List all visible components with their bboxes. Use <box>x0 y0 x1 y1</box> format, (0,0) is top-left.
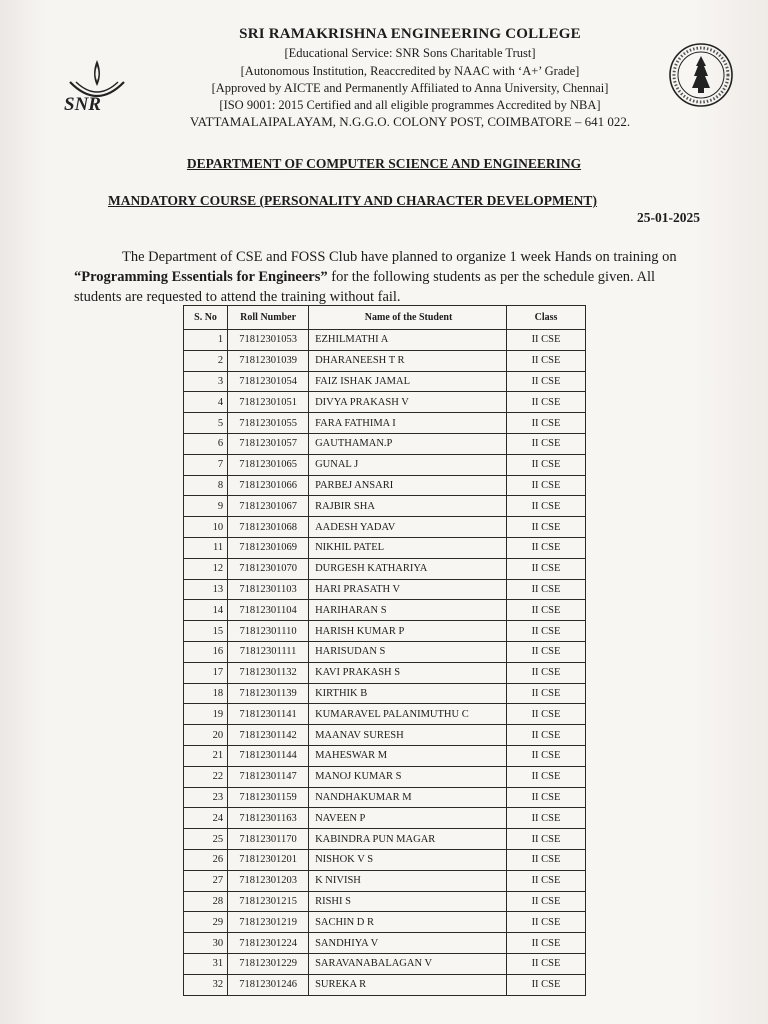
table-row <box>184 870 586 891</box>
table-row <box>184 621 586 642</box>
row-roll-number: 71812301170 <box>228 829 309 850</box>
row-sno: 29 <box>184 912 228 933</box>
row-roll-number: 71812301065 <box>228 454 309 475</box>
intro-text-1: The Department of CSE and FOSS Club have planned to organize 1 week Hands on training on <box>122 249 677 265</box>
row-student-name: KAVI PRAKASH S <box>309 662 507 683</box>
row-roll-number: 71812301069 <box>228 537 309 558</box>
row-student-name: DIVYA PRAKASH V <box>309 392 507 413</box>
table-row <box>184 662 586 683</box>
header-line-naac: [Autonomous Institution, Reaccredited by NAAC with ‘A+’ Grade] <box>240 64 580 78</box>
row-sno: 3 <box>184 371 228 392</box>
row-student-name: FARA FATHIMA I <box>309 413 507 434</box>
header-line-address: VATTAMALAIPALAYAM, N.G.G.O. COLONY POST, COIMBATORE – 641 022. <box>189 114 631 129</box>
row-roll-number: 71812301054 <box>228 371 309 392</box>
row-roll-number: 71812301066 <box>228 475 309 496</box>
row-class: II CSE <box>507 787 586 808</box>
table-row <box>184 725 586 746</box>
row-student-name: AADESH YADAV <box>309 517 507 538</box>
row-class: II CSE <box>507 496 586 517</box>
row-sno: 21 <box>184 745 228 766</box>
row-roll-number: 71812301057 <box>228 433 309 454</box>
row-sno: 30 <box>184 933 228 954</box>
row-sno: 20 <box>184 725 228 746</box>
row-roll-number: 71812301219 <box>228 912 309 933</box>
row-student-name: KUMARAVEL PALANIMUTHU C <box>309 704 507 725</box>
table-row <box>184 433 586 454</box>
table-row <box>184 891 586 912</box>
row-student-name: NANDHAKUMAR M <box>309 787 507 808</box>
header-line-aicte: [Approved by AICTE and Permanently Affiliated to Anna University, Chennai] <box>211 81 609 95</box>
row-sno: 28 <box>184 891 228 912</box>
header-line-iso: [ISO 9001: 2015 Certified and all eligible programmes Accredited by NBA] <box>219 98 601 112</box>
row-roll-number: 71812301141 <box>228 704 309 725</box>
row-student-name: SANDHIYA V <box>309 933 507 954</box>
row-class: II CSE <box>507 953 586 974</box>
row-roll-number: 71812301159 <box>228 787 309 808</box>
row-class: II CSE <box>507 475 586 496</box>
row-roll-number: 71812301104 <box>228 600 309 621</box>
table-row <box>184 912 586 933</box>
row-sno: 14 <box>184 600 228 621</box>
header-line-trust: [Educational Service: SNR Sons Charitable Trust] <box>284 46 536 60</box>
row-class: II CSE <box>507 870 586 891</box>
row-class: II CSE <box>507 454 586 475</box>
row-sno: 7 <box>184 454 228 475</box>
table-row <box>184 683 586 704</box>
training-title: “Programming Essentials for Engineers” <box>74 269 328 285</box>
row-sno: 27 <box>184 870 228 891</box>
row-sno: 18 <box>184 683 228 704</box>
row-class: II CSE <box>507 392 586 413</box>
row-sno: 6 <box>184 433 228 454</box>
row-class: II CSE <box>507 558 586 579</box>
table-row <box>184 704 586 725</box>
row-class: II CSE <box>507 704 586 725</box>
row-sno: 5 <box>184 413 228 434</box>
table-row <box>184 537 586 558</box>
row-roll-number: 71812301053 <box>228 330 309 351</box>
row-class: II CSE <box>507 745 586 766</box>
row-class: II CSE <box>507 350 586 371</box>
row-sno: 13 <box>184 579 228 600</box>
logo-text: SNR <box>64 94 101 115</box>
row-roll-number: 71812301139 <box>228 683 309 704</box>
row-student-name: EZHILMATHI A <box>309 330 507 351</box>
row-class: II CSE <box>507 579 586 600</box>
table-row <box>184 933 586 954</box>
intro-text-2: for the following students as per the schedule given. All students are requested to attend the training without fail. <box>74 269 655 305</box>
row-sno: 4 <box>184 392 228 413</box>
row-student-name: RISHI S <box>309 891 507 912</box>
row-roll-number: 71812301229 <box>228 953 309 974</box>
table-row <box>184 745 586 766</box>
table-row <box>184 392 586 413</box>
row-class: II CSE <box>507 974 586 995</box>
row-sno: 19 <box>184 704 228 725</box>
row-student-name: PARBEJ ANSARI <box>309 475 507 496</box>
table-row <box>184 475 586 496</box>
row-sno: 25 <box>184 829 228 850</box>
row-roll-number: 71812301144 <box>228 745 309 766</box>
row-roll-number: 71812301039 <box>228 350 309 371</box>
header-roll-number: Roll Number <box>228 306 309 330</box>
row-class: II CSE <box>507 662 586 683</box>
row-roll-number: 71812301070 <box>228 558 309 579</box>
department-title: DEPARTMENT OF COMPUTER SCIENCE AND ENGINEERING <box>186 156 582 171</box>
course-title: MANDATORY COURSE (PERSONALITY AND CHARACTER DEVELOPMENT) <box>108 193 597 208</box>
row-student-name: KIRTHIK B <box>309 683 507 704</box>
table-row <box>184 829 586 850</box>
header-sno: S. No <box>184 306 228 330</box>
row-student-name: HARIHARAN S <box>309 600 507 621</box>
table-row <box>184 558 586 579</box>
row-student-name: RAJBIR SHA <box>309 496 507 517</box>
row-roll-number: 71812301068 <box>228 517 309 538</box>
table-header-row <box>184 306 586 330</box>
row-class: II CSE <box>507 371 586 392</box>
row-class: II CSE <box>507 725 586 746</box>
row-class: II CSE <box>507 413 586 434</box>
table-row <box>184 808 586 829</box>
row-student-name: DURGESH KATHARIYA <box>309 558 507 579</box>
row-sno: 22 <box>184 766 228 787</box>
intro-paragraph <box>74 247 700 307</box>
row-class: II CSE <box>507 537 586 558</box>
row-student-name: NIKHIL PATEL <box>309 537 507 558</box>
row-sno: 9 <box>184 496 228 517</box>
row-class: II CSE <box>507 683 586 704</box>
row-sno: 26 <box>184 849 228 870</box>
table-row <box>184 517 586 538</box>
table-row <box>184 641 586 662</box>
row-class: II CSE <box>507 621 586 642</box>
header-class: Class <box>507 306 586 330</box>
row-student-name: SUREKA R <box>309 974 507 995</box>
row-class: II CSE <box>507 933 586 954</box>
row-sno: 31 <box>184 953 228 974</box>
notice-date: 25-01-2025 <box>637 210 700 225</box>
table-row <box>184 330 586 351</box>
table-row <box>184 350 586 371</box>
row-student-name: K NIVISH <box>309 870 507 891</box>
table-row <box>184 454 586 475</box>
table-row <box>184 371 586 392</box>
table-row <box>184 787 586 808</box>
row-student-name: HARISH KUMAR P <box>309 621 507 642</box>
row-student-name: NAVEEN P <box>309 808 507 829</box>
table-row <box>184 600 586 621</box>
row-student-name: NISHOK V S <box>309 849 507 870</box>
row-sno: 11 <box>184 537 228 558</box>
row-roll-number: 71812301067 <box>228 496 309 517</box>
row-student-name: HARI PRASATH V <box>309 579 507 600</box>
table-row <box>184 579 586 600</box>
row-sno: 32 <box>184 974 228 995</box>
row-student-name: SARAVANABALAGAN V <box>309 953 507 974</box>
student-table <box>183 305 586 996</box>
row-sno: 16 <box>184 641 228 662</box>
row-roll-number: 71812301111 <box>228 641 309 662</box>
table-row <box>184 849 586 870</box>
row-roll-number: 71812301142 <box>228 725 309 746</box>
row-roll-number: 71812301203 <box>228 870 309 891</box>
table-row <box>184 496 586 517</box>
row-sno: 15 <box>184 621 228 642</box>
row-roll-number: 71812301246 <box>228 974 309 995</box>
row-sno: 24 <box>184 808 228 829</box>
row-class: II CSE <box>507 912 586 933</box>
row-student-name: GUNAL J <box>309 454 507 475</box>
row-student-name: SACHIN D R <box>309 912 507 933</box>
college-name: SRI RAMAKRISHNA ENGINEERING COLLEGE <box>239 26 581 42</box>
row-roll-number: 71812301051 <box>228 392 309 413</box>
row-roll-number: 71812301132 <box>228 662 309 683</box>
row-sno: 8 <box>184 475 228 496</box>
row-class: II CSE <box>507 517 586 538</box>
header-student-name: Name of the Student <box>309 306 507 330</box>
row-sno: 17 <box>184 662 228 683</box>
row-class: II CSE <box>507 641 586 662</box>
row-student-name: MAHESWAR M <box>309 745 507 766</box>
snr-logo-icon <box>58 52 136 118</box>
row-roll-number: 71812301224 <box>228 933 309 954</box>
row-roll-number: 71812301163 <box>228 808 309 829</box>
row-class: II CSE <box>507 330 586 351</box>
row-roll-number: 71812301103 <box>228 579 309 600</box>
row-student-name: MANOJ KUMAR S <box>309 766 507 787</box>
row-sno: 2 <box>184 350 228 371</box>
row-student-name: KABINDRA PUN MAGAR <box>309 829 507 850</box>
row-class: II CSE <box>507 808 586 829</box>
row-class: II CSE <box>507 600 586 621</box>
row-roll-number: 71812301201 <box>228 849 309 870</box>
table-body <box>184 330 586 996</box>
row-student-name: GAUTHAMAN.P <box>309 433 507 454</box>
row-class: II CSE <box>507 766 586 787</box>
row-class: II CSE <box>507 891 586 912</box>
row-roll-number: 71812301110 <box>228 621 309 642</box>
row-sno: 12 <box>184 558 228 579</box>
row-roll-number: 71812301215 <box>228 891 309 912</box>
row-sno: 23 <box>184 787 228 808</box>
row-roll-number: 71812301147 <box>228 766 309 787</box>
row-sno: 10 <box>184 517 228 538</box>
row-class: II CSE <box>507 849 586 870</box>
table-row <box>184 953 586 974</box>
row-student-name: DHARANEESH T R <box>309 350 507 371</box>
row-student-name: FAIZ ISHAK JAMAL <box>309 371 507 392</box>
row-student-name: MAANAV SURESH <box>309 725 507 746</box>
row-class: II CSE <box>507 433 586 454</box>
table-row <box>184 974 586 995</box>
row-roll-number: 71812301055 <box>228 413 309 434</box>
table-row <box>184 413 586 434</box>
row-sno: 1 <box>184 330 228 351</box>
table-row <box>184 766 586 787</box>
row-student-name: HARISUDAN S <box>309 641 507 662</box>
row-class: II CSE <box>507 829 586 850</box>
